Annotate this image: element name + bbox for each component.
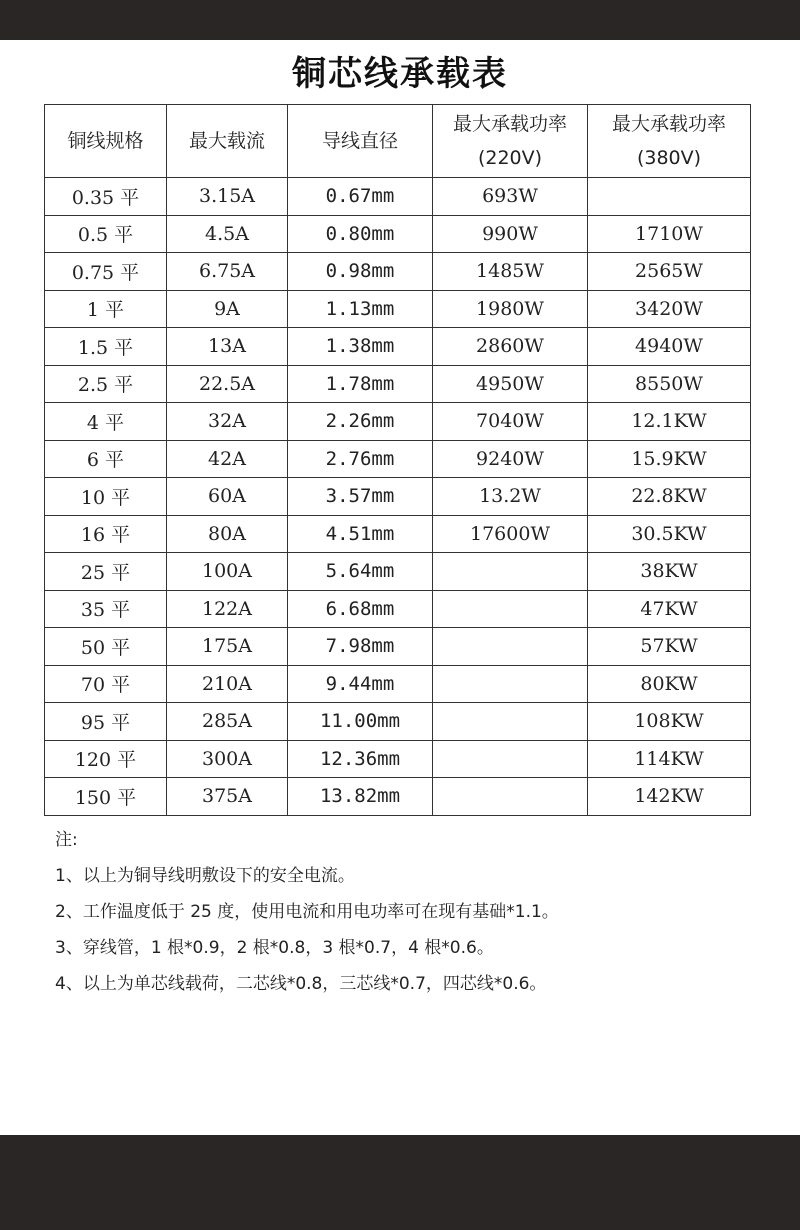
cell-power-220v: 9240W	[433, 440, 588, 478]
table-row	[45, 778, 751, 816]
cell-wire-diameter: 5.64mm	[288, 553, 433, 591]
table-row	[45, 515, 751, 553]
cell-power-380v: 4940W	[588, 328, 751, 366]
cell-power-220v: 693W	[433, 178, 588, 216]
cell-max-current: 22.5A	[167, 365, 288, 403]
cell-wire-diameter: 0.80mm	[288, 215, 433, 253]
cell-max-current: 300A	[167, 740, 288, 778]
table-row	[45, 665, 751, 703]
cell-wire-spec: 6 平	[45, 440, 167, 478]
cell-wire-diameter: 2.76mm	[288, 440, 433, 478]
cell-power-380v: 8550W	[588, 365, 751, 403]
cell-max-current: 100A	[167, 553, 288, 591]
cell-wire-diameter: 6.68mm	[288, 590, 433, 628]
cell-power-220v	[433, 665, 588, 703]
cell-wire-diameter: 4.51mm	[288, 515, 433, 553]
table-row	[45, 740, 751, 778]
cell-wire-spec: 0.75 平	[45, 253, 167, 291]
header-max-power-380v-label: 最大承载功率	[611, 113, 726, 135]
cell-wire-diameter: 7.98mm	[288, 628, 433, 666]
table-row	[45, 215, 751, 253]
table-row	[45, 365, 751, 403]
cell-wire-diameter: 0.98mm	[288, 253, 433, 291]
note-item: 4、以上为单芯线载荷，二芯线*0.8，三芯线*0.7，四芯线*0.6。	[55, 974, 547, 994]
cell-power-220v: 1980W	[433, 290, 588, 328]
note-item: 3、穿线管，1 根*0.9，2 根*0.8，3 根*0.7，4 根*0.6。	[55, 938, 494, 958]
cell-wire-spec: 150 平	[45, 778, 167, 816]
cell-max-current: 6.75A	[167, 253, 288, 291]
cell-max-current: 3.15A	[167, 178, 288, 216]
table-row	[45, 178, 751, 216]
cell-wire-diameter: 2.26mm	[288, 403, 433, 441]
cell-power-380v: 22.8KW	[588, 478, 751, 516]
cell-power-380v: 38KW	[588, 553, 751, 591]
table-row	[45, 328, 751, 366]
cell-power-220v: 17600W	[433, 515, 588, 553]
page-title: 铜芯线承载表	[292, 54, 508, 94]
header-wire-diameter	[288, 105, 433, 178]
header-max-power-220v	[433, 105, 588, 178]
top-dark-bar	[0, 0, 800, 40]
cell-max-current: 13A	[167, 328, 288, 366]
cell-power-220v: 4950W	[433, 365, 588, 403]
cell-max-current: 210A	[167, 665, 288, 703]
cell-max-current: 122A	[167, 590, 288, 628]
cell-wire-diameter: 11.00mm	[288, 703, 433, 741]
notes-heading: 注:	[55, 830, 78, 850]
cell-wire-spec: 4 平	[45, 403, 167, 441]
table-row	[45, 253, 751, 291]
cell-power-380v: 3420W	[588, 290, 751, 328]
cell-wire-diameter: 13.82mm	[288, 778, 433, 816]
header-max-current-label: 最大载流	[188, 130, 265, 152]
table-row	[45, 403, 751, 441]
cell-wire-spec: 0.5 平	[45, 215, 167, 253]
cell-wire-diameter: 9.44mm	[288, 665, 433, 703]
cell-power-380v: 108KW	[588, 703, 751, 741]
cell-max-current: 9A	[167, 290, 288, 328]
header-wire-spec	[45, 105, 167, 178]
table-body	[45, 178, 751, 816]
note-item: 2、工作温度低于 25 度，使用电流和用电功率可在现有基础*1.1。	[55, 902, 559, 922]
cell-wire-spec: 120 平	[45, 740, 167, 778]
cell-wire-diameter: 1.13mm	[288, 290, 433, 328]
cell-power-220v	[433, 590, 588, 628]
table-row	[45, 628, 751, 666]
cell-wire-spec: 10 平	[45, 478, 167, 516]
cell-power-220v: 13.2W	[433, 478, 588, 516]
cell-power-220v	[433, 740, 588, 778]
cell-wire-spec: 95 平	[45, 703, 167, 741]
bottom-dark-bar	[0, 1135, 800, 1230]
cell-power-380v: 142KW	[588, 778, 751, 816]
table-row	[45, 703, 751, 741]
cell-power-380v	[588, 178, 751, 216]
cell-max-current: 4.5A	[167, 215, 288, 253]
cell-power-220v	[433, 703, 588, 741]
table-row	[45, 290, 751, 328]
cell-wire-spec: 1 平	[45, 290, 167, 328]
cell-wire-spec: 2.5 平	[45, 365, 167, 403]
header-voltage-220v: (220V)	[477, 147, 543, 169]
cell-power-220v: 7040W	[433, 403, 588, 441]
cell-power-380v: 15.9KW	[588, 440, 751, 478]
cell-wire-spec: 16 平	[45, 515, 167, 553]
cell-wire-spec: 25 平	[45, 553, 167, 591]
cell-wire-spec: 70 平	[45, 665, 167, 703]
cell-wire-diameter: 0.67mm	[288, 178, 433, 216]
cell-power-380v: 2565W	[588, 253, 751, 291]
table-header-row	[45, 105, 751, 178]
cell-max-current: 80A	[167, 515, 288, 553]
cell-wire-spec: 50 平	[45, 628, 167, 666]
header-max-power-220v-label: 最大承载功率	[452, 113, 567, 135]
header-max-power-380v	[588, 105, 751, 178]
table-row	[45, 553, 751, 591]
cell-wire-diameter: 3.57mm	[288, 478, 433, 516]
cell-max-current: 42A	[167, 440, 288, 478]
cell-max-current: 375A	[167, 778, 288, 816]
cell-max-current: 285A	[167, 703, 288, 741]
cell-power-380v: 30.5KW	[588, 515, 751, 553]
cell-wire-diameter: 12.36mm	[288, 740, 433, 778]
cell-power-220v	[433, 553, 588, 591]
cell-power-380v: 1710W	[588, 215, 751, 253]
note-item: 1、以上为铜导线明敷设下的安全电流。	[55, 866, 355, 886]
cell-max-current: 60A	[167, 478, 288, 516]
cell-power-380v: 47KW	[588, 590, 751, 628]
cell-power-220v: 990W	[433, 215, 588, 253]
cell-wire-spec: 1.5 平	[45, 328, 167, 366]
header-max-current	[167, 105, 288, 178]
cell-wire-spec: 0.35 平	[45, 178, 167, 216]
header-wire-diameter-label: 导线直径	[321, 130, 398, 152]
cell-wire-diameter: 1.78mm	[288, 365, 433, 403]
table-row	[45, 440, 751, 478]
cell-power-220v	[433, 628, 588, 666]
cell-power-380v: 114KW	[588, 740, 751, 778]
cell-power-220v: 1485W	[433, 253, 588, 291]
header-wire-spec-label: 铜线规格	[67, 130, 144, 152]
cell-power-220v	[433, 778, 588, 816]
cell-max-current: 32A	[167, 403, 288, 441]
copper-wire-load-table	[44, 104, 751, 816]
cell-power-380v: 57KW	[588, 628, 751, 666]
table-row	[45, 478, 751, 516]
table-row	[45, 590, 751, 628]
cell-wire-diameter: 1.38mm	[288, 328, 433, 366]
cell-power-380v: 12.1KW	[588, 403, 751, 441]
notes-section	[55, 822, 775, 1002]
cell-power-380v: 80KW	[588, 665, 751, 703]
cell-power-220v: 2860W	[433, 328, 588, 366]
cell-max-current: 175A	[167, 628, 288, 666]
header-voltage-380v: (380V)	[636, 147, 702, 169]
cell-wire-spec: 35 平	[45, 590, 167, 628]
